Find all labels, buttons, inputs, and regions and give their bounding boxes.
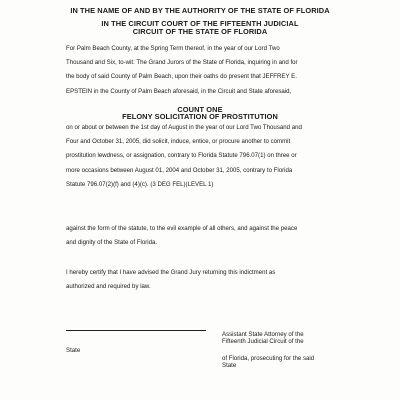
count-line: prostitution lewdness, or assignation, contrary to Florida Statute 796.07(1) on three or [66,152,297,160]
signature-title-line: Fifteenth Judicial Circuit of the [222,338,304,346]
certify-line: I hereby certify that I have advised the Grand Jury returning this indictment as [66,269,276,276]
prosecutor-signature-block [222,331,304,346]
intro-line: the body of said County of Palm Beach, upon their oaths do present that JEFFREY E. [66,73,297,81]
intro-line: EPSTEIN in the County of Palm Beach aforesaid, in the Circuit and State aforesaid, [66,87,292,95]
count-line: Statute 796.07(2)(f) and (4)(c). (3 DEG FEL)(LEVEL 1) [66,180,214,188]
count-title: COUNT ONE [177,105,223,114]
signature-title-line: of Florida, prosecuting for the said [222,355,315,362]
count-subtitle: FELONY SOLICITATION OF PROSTITUTION [122,112,278,121]
court-heading-line-1: IN THE CIRCUIT COURT OF THE FIFTEENTH JUDICIAL [101,19,299,28]
signature-line [66,330,206,331]
count-paragraph [66,121,366,192]
count-line: Four and October 31, 2005, did solicit, induce, entice, or procure another to commit [66,138,291,146]
court-heading-line-2: CIRCUIT OF THE STATE OF FLORIDA [132,27,268,36]
closing-line: and dignity of the State of Florida. [66,239,158,247]
state-label: State [66,347,81,354]
intro-line: Thousand and Six, to-wit: The Grand Jurors of the State of Florida, inquiring in and for [66,59,298,67]
intro-line: For Palm Beach County, at the Spring Term thereof, in the year of our Lord Two [66,45,280,52]
closing-line: against the form of the statute, to the evil example of all others, and against the peace [66,225,298,232]
intro-paragraph [66,42,366,99]
certify-line: authorized and required by law. [66,283,151,291]
count-line: on or about or between the 1st day of August in the year of our Lord Two Thousand and [66,124,302,131]
closing-paragraph [66,222,366,250]
authority-heading: IN THE NAME OF AND BY THE AUTHORITY OF THE STATE OF FLORIDA [70,6,330,15]
prosecutor-signature-continuation [222,355,314,370]
count-line: more occasions between August 01, 2004 and October 31, 2005, contrary to Florida [66,166,293,174]
certification-paragraph [66,266,366,294]
signature-title-line: Assistant State Attorney of the [222,331,304,338]
signature-title-line: State [222,362,237,370]
